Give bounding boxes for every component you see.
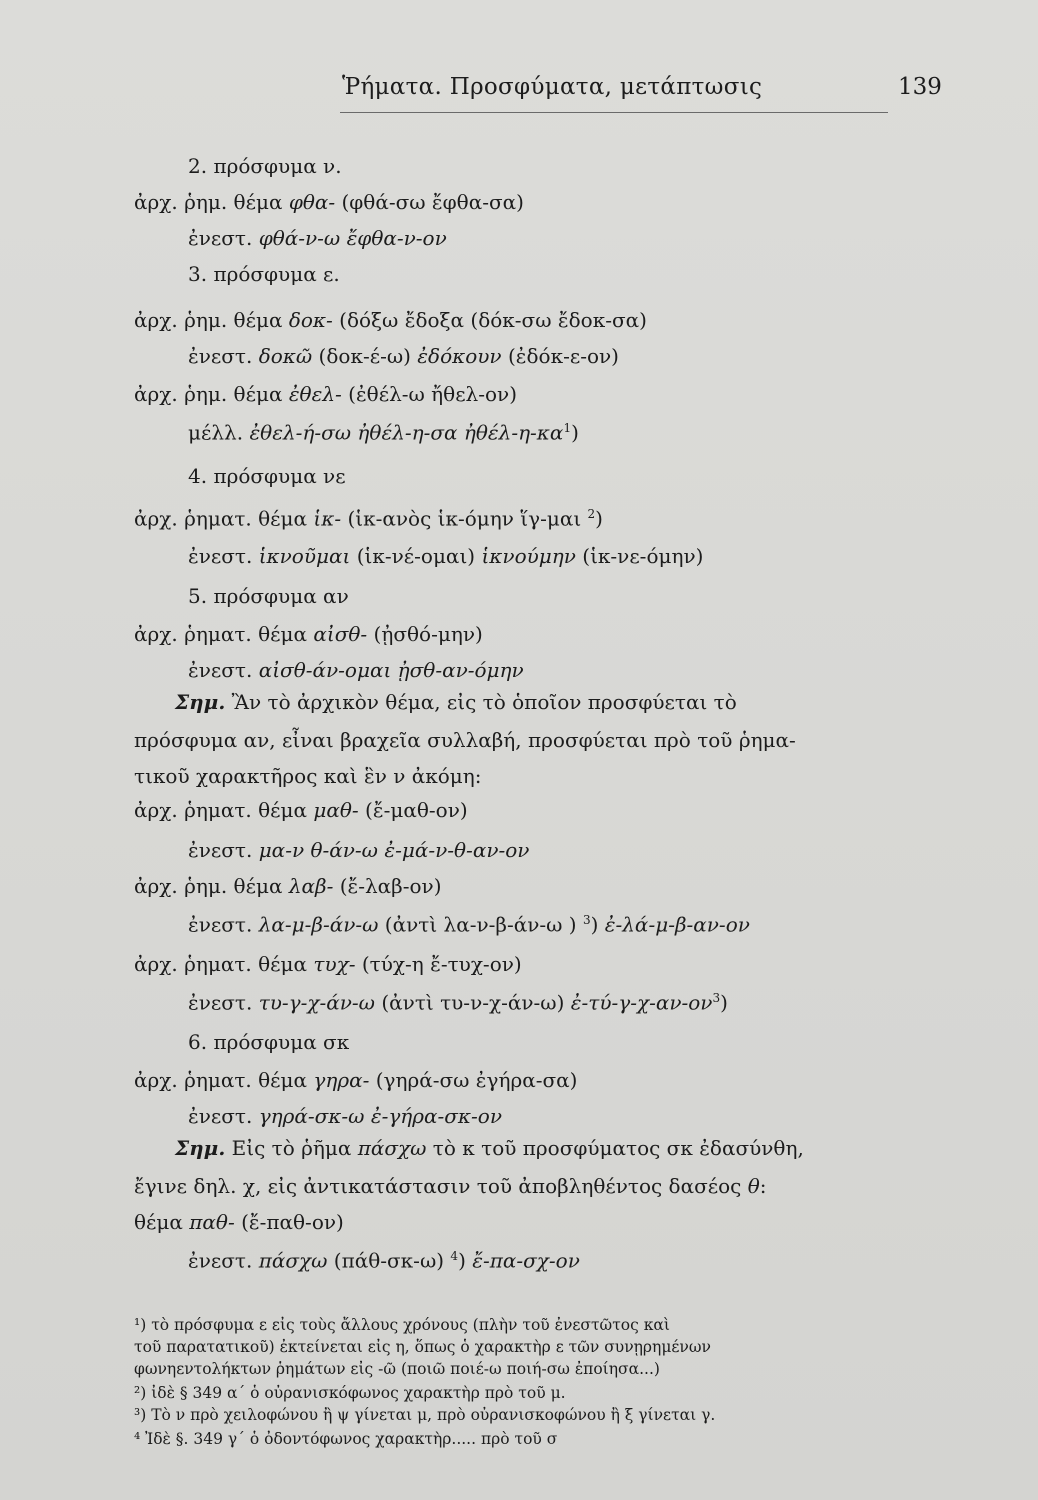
line-text: 3. πρόσφυμα ε. (188, 262, 340, 286)
text-line (188, 228, 447, 248)
line-text: ἀρχ. ῥημ. θέμα (134, 190, 289, 214)
line-text: Σημ. (175, 690, 226, 714)
line-text: ἐνεστ. (188, 1248, 259, 1273)
line-text: (πάθ-σκ-ω) (327, 1248, 451, 1273)
text-line (134, 192, 524, 212)
footnote-ref: 1 (563, 421, 572, 435)
footnote-ref: 4 (450, 1249, 459, 1263)
line-text: ἐνεστ. (188, 838, 259, 862)
line-text: λαβ- (288, 874, 334, 898)
line-text: τὸ κ τοῦ προσφύματος σκ ἐδασύνθη, (426, 1136, 804, 1160)
text-line (134, 876, 442, 896)
text-line (188, 346, 619, 366)
text-line (188, 264, 340, 284)
line-text: ) (595, 506, 603, 531)
text-line (134, 1212, 344, 1232)
text-line (134, 800, 468, 820)
line-text: (ἔ-λαβ-ον) (333, 874, 442, 898)
line-text: γηρα- (313, 1068, 370, 1092)
footnote: ⁴ Ἰδὲ §. 349 γ΄ ὁ ὀδοντόφωνος χαρακτὴρ..... πρὸ τοῦ σ (134, 1430, 558, 1448)
text-line (188, 546, 703, 566)
text-line (188, 422, 579, 443)
line-text: φθά-ν-ω ἔφθα-ν-ον (258, 226, 447, 250)
text-line (188, 840, 529, 860)
line-text: ἀρχ. ῥημ. θέμα (134, 382, 289, 406)
line-text: θέμα (134, 1210, 190, 1234)
line-text: : (759, 1174, 767, 1198)
text-line (134, 624, 483, 644)
footnote: ³) Τὸ ν πρὸ χειλοφώνου ἢ ψ γίνεται μ, πρὸ οὐρανισκοφώνου ἢ ξ γίνεται γ. (134, 1406, 716, 1424)
text-line (188, 1250, 580, 1271)
text-line (188, 660, 524, 680)
text-line (188, 914, 750, 935)
text-line (134, 730, 796, 750)
text-line (175, 692, 737, 712)
running-title: Ῥήματα. Προσφύματα, μετάπτωσις (342, 74, 763, 100)
line-text: (ἔ-μαθ-ον) (358, 798, 468, 822)
line-text: (ἐθέλ-ω ἤθελ-ον) (341, 382, 517, 406)
text-line (188, 466, 346, 486)
header-rule (340, 112, 888, 113)
text-line (134, 1176, 767, 1196)
line-text: ἔγινε δηλ. χ, εἰς ἀντικατάστασιν τοῦ ἀποβληθέντος δασέος (134, 1174, 748, 1198)
line-text: ) (571, 420, 579, 445)
line-text: 6. πρόσφυμα σκ (188, 1030, 350, 1054)
footnote: ²) ἰδὲ § 349 α΄ ὁ οὐρανισκόφωνος χαρακτὴρ πρὸ τοῦ μ. (134, 1384, 566, 1402)
line-text: ἔ-πα-σχ-ον (472, 1248, 580, 1273)
text-line (188, 156, 342, 176)
line-text: (ἱκ-ανὸς ἱκ-όμην ἵγ-μαι (341, 506, 588, 531)
footnote-ref: 2 (587, 507, 596, 521)
line-text: ἀρχ. ῥηματ. θέμα (134, 952, 314, 976)
line-text: ἐνεστ. (188, 658, 259, 682)
footnote: τοῦ παρατατικοῦ) ἐκτείνεται εἰς η, ὅπως ὁ χαρακτὴρ ε τῶν συνῃρημένων (134, 1338, 711, 1356)
text-line (188, 992, 728, 1013)
line-text: 5. πρόσφυμα αν (188, 584, 349, 608)
line-text: (δόξω ἔδοξα (δόκ-σω ἔδοκ-σα) (332, 308, 647, 332)
line-text: ἐθελ-ή-σω ἠθέλ-η-σα ἠθέλ-η-κα (249, 420, 564, 445)
line-text: ἀρχ. ῥημ. θέμα (134, 874, 289, 898)
line-text: (ἀντὶ λα-ν-β-άν-ω ) (378, 912, 583, 937)
line-text: ἐνεστ. (188, 1104, 259, 1128)
line-text: ) (590, 912, 605, 937)
line-text: πάσχω (258, 1248, 328, 1273)
line-text: ἐνεστ. (188, 912, 259, 937)
line-text: δοκῶ (258, 344, 313, 368)
text-line (188, 1032, 349, 1052)
footnote: ¹) τὸ πρόσφυμα ε εἰς τοὺς ἄλλους χρόνους (πλὴν τοῦ ἐνεστῶτος καὶ (134, 1316, 670, 1334)
line-text: (ἐδόκ-ε-ον) (501, 344, 619, 368)
line-text: μέλλ. (188, 420, 250, 445)
line-text: ἐ-λά-μ-β-αν-ον (604, 912, 750, 937)
text-line (134, 384, 517, 404)
line-text: τικοῦ χαρακτῆρος καὶ ἓν ν ἀκόμη: (134, 764, 482, 788)
line-text: δοκ- (288, 308, 333, 332)
line-text: ἱκνοῦμαι (258, 544, 351, 568)
line-text: ἐθελ- (288, 382, 342, 406)
line-text: ἱκνούμην (481, 544, 576, 568)
line-text: πρόσφυμα αν, εἶναι βραχεῖα συλλαβή, προσφύεται πρὸ τοῦ ῥημα- (134, 728, 796, 752)
footnote-ref: 3 (712, 991, 721, 1005)
line-text: ἐδόκουν (417, 344, 502, 368)
footnote: φωνηεντολήκτων ῥημάτων εἰς -ῶ (ποιῶ ποιέ-ω ποιή-σω ἐποίησα...) (134, 1360, 660, 1378)
line-text: παθ- (189, 1210, 235, 1234)
text-line (134, 1070, 577, 1090)
text-line (188, 586, 349, 606)
line-text: γηρά-σκ-ω ἐ-γήρα-σκ-ον (258, 1104, 503, 1128)
line-text: (γηρά-σω ἐγήρα-σα) (369, 1068, 578, 1092)
text-line (188, 1106, 502, 1126)
text-line (134, 766, 482, 786)
line-text: θ (747, 1174, 760, 1198)
line-text: (τύχ-η ἔ-τυχ-ον) (355, 952, 522, 976)
line-text: ἱκ- (313, 506, 342, 531)
line-text: ἀρχ. ῥηματ. θέμα (134, 1068, 314, 1092)
line-text: (ἀντὶ τυ-ν-χ-άν-ω) (375, 990, 571, 1015)
line-text: αἰσθ-άν-ομαι ᾐσθ-αν-όμην (258, 658, 524, 682)
line-text: τυ-γ-χ-άν-ω (258, 990, 375, 1015)
line-text: Εἰς τὸ ῥῆμα (225, 1136, 358, 1160)
line-text: Ἂν τὸ ἀρχικὸν θέμα, εἰς τὸ ὁποῖον προσφύεται τὸ (225, 690, 737, 714)
line-text: ἐνεστ. (188, 226, 259, 250)
line-text: ) (720, 990, 728, 1015)
line-text: ἀρχ. ῥηματ. θέμα (134, 622, 314, 646)
line-text: λα-μ-β-άν-ω (258, 912, 379, 937)
text-line (134, 310, 647, 330)
line-text: (φθά-σω ἔφθα-σα) (335, 190, 524, 214)
line-text: Σημ. (175, 1136, 226, 1160)
line-text: ἐνεστ. (188, 344, 259, 368)
line-text: (ἱκ-νε-όμην) (575, 544, 704, 568)
line-text: 2. πρόσφυμα ν. (188, 154, 342, 178)
text-line (134, 508, 603, 529)
running-header (0, 70, 1038, 110)
line-text: ἐ-τύ-γ-χ-αν-ον (570, 990, 713, 1015)
line-text: μαθ- (313, 798, 359, 822)
line-text: πάσχω (357, 1136, 427, 1160)
line-text: (ᾐσθό-μην) (367, 622, 483, 646)
line-text: φθα- (288, 190, 336, 214)
line-text: 4. πρόσφυμα νε (188, 464, 346, 488)
text-line (175, 1138, 804, 1158)
line-text: ἀρχ. ῥημ. θέμα (134, 308, 289, 332)
line-text: (ἔ-παθ-ον) (234, 1210, 344, 1234)
line-text: ἐνεστ. (188, 990, 259, 1015)
line-text: ἀρχ. ῥηματ. θέμα (134, 798, 314, 822)
line-text: αἰσθ- (313, 622, 368, 646)
line-text: ἐνεστ. (188, 544, 259, 568)
line-text: (δοκ-έ-ω) (312, 344, 418, 368)
text-line (134, 954, 522, 974)
line-text: τυχ- (313, 952, 356, 976)
line-text: (ἱκ-νέ-ομαι) (350, 544, 482, 568)
footnote-ref: 3 (582, 913, 591, 927)
line-text: ἀρχ. ῥηματ. θέμα (134, 506, 314, 531)
line-text: μα-ν θ-άν-ω ἐ-μά-ν-θ-αν-ον (258, 838, 530, 862)
line-text: ) (458, 1248, 473, 1273)
page-number: 139 (898, 74, 942, 100)
